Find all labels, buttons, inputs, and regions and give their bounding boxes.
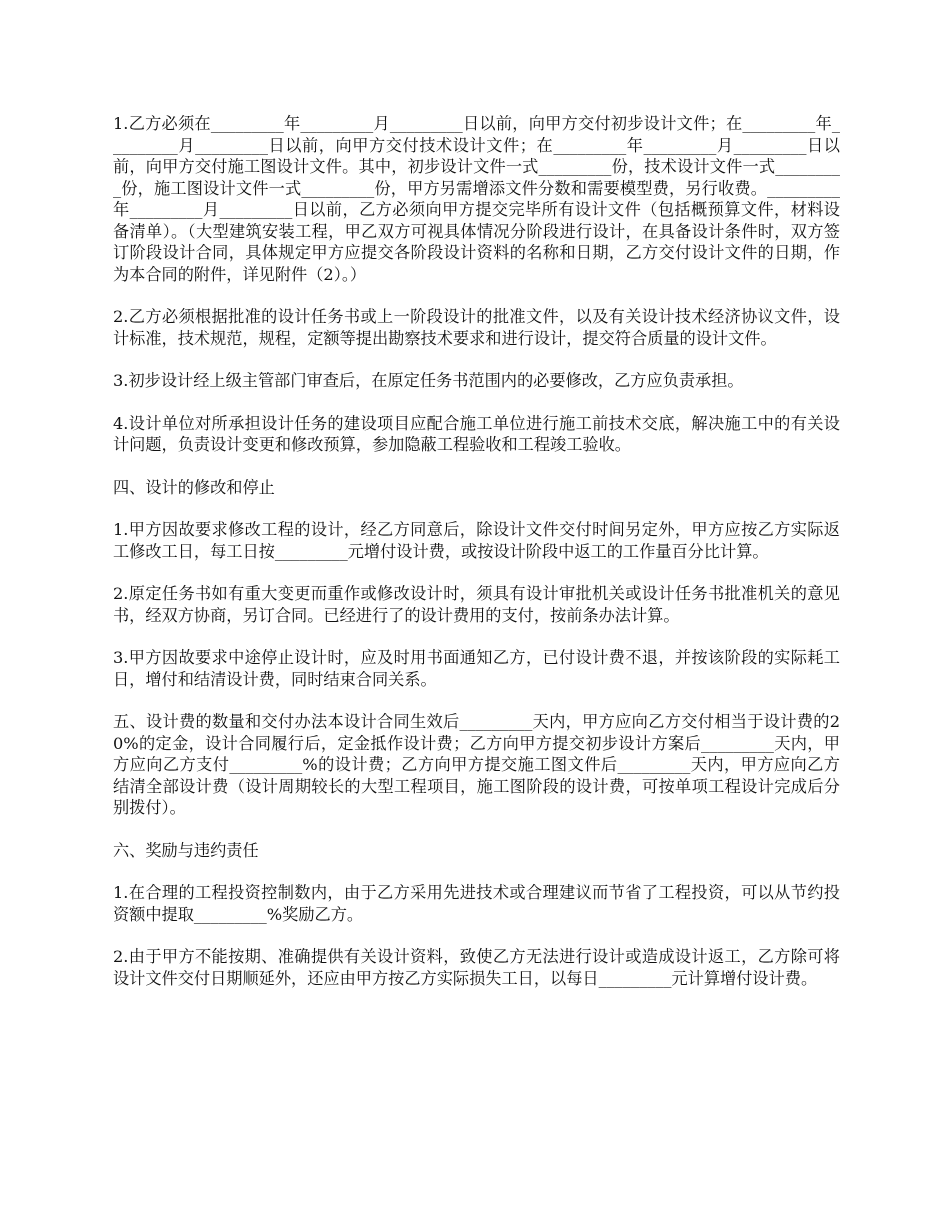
paragraph-delay-compensation: 2.由于甲方不能按期、准确提供有关设计资料，致使乙方无法进行设计或造成设计返工，乙方除可将设计文件交付日期顺延外，还应由甲方按乙方实际损失工日，以每日_________元计算增付设计费。 — [113, 947, 840, 988]
paragraph-modification-fee: 1.甲方因故要求修改工程的设计，经乙方同意后，除设计文件交付时间另定外，甲方应按乙方实际返工修改工日，每工日按_________元增付设计费，或按设计阶段中返工的工作量百分比计算。 — [113, 520, 840, 561]
paragraph-stop-design: 3.甲方因故要求中途停止设计时，应及时用书面通知乙方，已付设计费不退，并按该阶段的实际耗工日，增付和结清设计费，同时结束合同关系。 — [113, 648, 840, 689]
section-heading-rewards: 六、奖励与违约责任 — [113, 840, 259, 860]
paragraph-major-change: 2.原定任务书如有重大变更而重作或修改设计时，须具有设计审批机关或设计任务书批准机关的意见书，经双方协商，另订合同。已经进行了的设计费用的支付，按前条办法计算。 — [113, 584, 840, 625]
paragraph-construction-support: 4.设计单位对所承担设计任务的建设项目应配合施工单位进行施工前技术交底，解决施工中的有关设计问题，负责设计变更和修改预算，参加隐蔽工程验收和工程竣工验收。 — [113, 413, 840, 454]
paragraph-design-basis: 2.乙方必须根据批准的设计任务书或上一阶段设计的批准文件，以及有关设计技术经济协议文件，设计标准，技术规范，规程，定额等提出勘察技术要求和进行设计，提交符合质量的设计文件。 — [113, 307, 840, 348]
paragraph-delivery-schedule: 1.乙方必须在_________年_________月_________日以前，向甲方交付初步设计文件；在_________年_________月_________日以前，向甲方交付技术设计文件；在_________年_________月_________日以前，向甲方交付施工图设计文件。其中，初步设计文件一式_________份，技术设计文件一式_________份，施工图设计文件一式_________份，甲方另需增添文件分数和需要模型费，另行收费。_________年_________月_________日以前，乙方必须向甲方提交完毕所有设计文件（包括概预算文件，材料设备清单）。（大型建筑安装工程，甲乙双方可视具体情况分阶段进行设计，在具备设计条件时，双方签订阶段设计合同，具体规定甲方应提交各阶段设计资料的名称和日期，乙方交付设计文件的日期，作为本合同的附件，详见附件（2）。） — [113, 114, 840, 284]
paragraph-preliminary-review: 3.初步设计经上级主管部门审查后，在原定任务书范围内的必要修改，乙方应负责承担。 — [113, 371, 744, 390]
paragraph-fee-payment: 五、设计费的数量和交付办法本设计合同生效后_________天内，甲方应向乙方交付相当于设计费的20%的定金，设计合同履行后，定金抵作设计费；乙方向甲方提交初步设计方案后_________天内，甲方应向乙方支付_________%的设计费；乙方向甲方提交施工图文件后_________天内，甲方应向乙方结清全部设计费（设计周期较长的大型工程项目，施工图阶段的设计费，可按单项工程设计完成后分别拨付）。 — [113, 712, 840, 817]
section-heading-modification: 四、设计的修改和停止 — [113, 477, 275, 497]
paragraph-reward: 1.在合理的工程投资控制数内，由于乙方采用先进技术或合理建议而节省了工程投资，可以从节约投资额中提取_________%奖励乙方。 — [113, 883, 840, 924]
